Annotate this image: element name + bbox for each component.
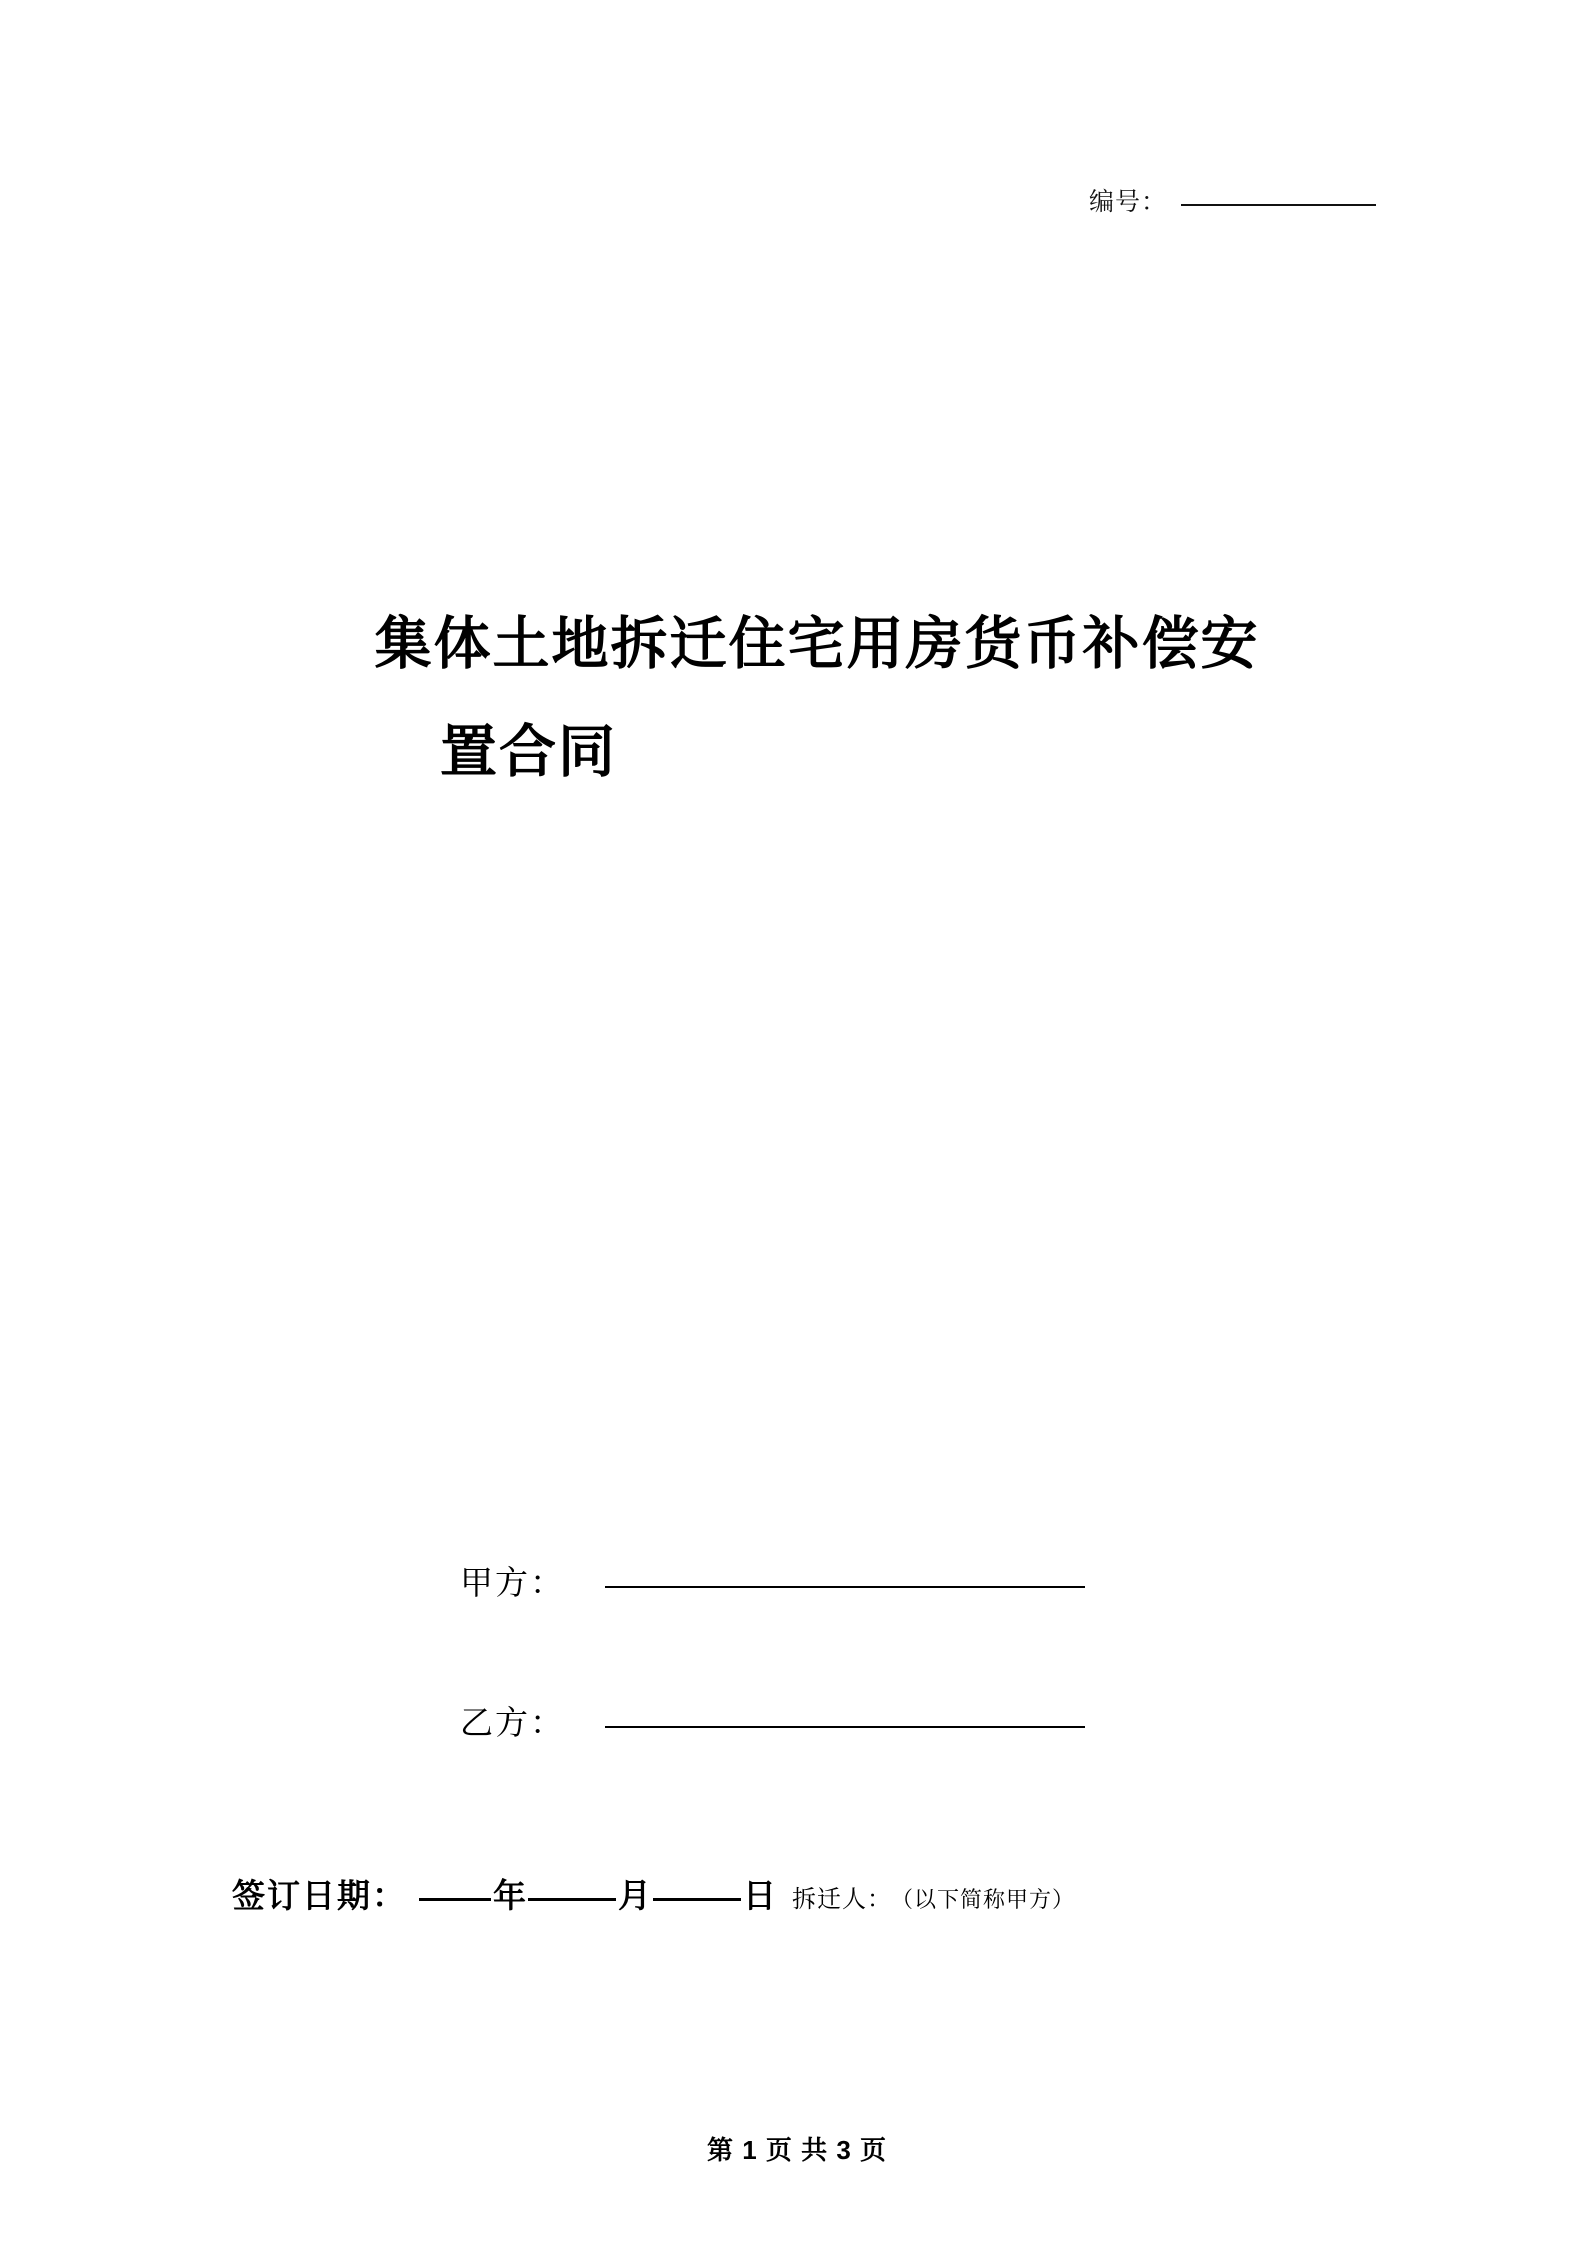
signing-year-unit: 年 bbox=[493, 1877, 526, 1914]
document-number-blank[interactable] bbox=[1181, 204, 1376, 206]
party-b-label: 乙方： bbox=[460, 1704, 565, 1741]
document-number bbox=[1089, 182, 1376, 218]
party-a-blank[interactable] bbox=[605, 1586, 1085, 1588]
document-number-label: 编号： bbox=[1088, 188, 1167, 216]
party-a-label: 甲方： bbox=[460, 1564, 565, 1601]
signing-day-unit: 日 bbox=[743, 1877, 776, 1914]
page-title-line-2: 置合同 bbox=[440, 719, 617, 785]
signing-date-label: 签订日期： bbox=[232, 1877, 407, 1914]
demolisher-label: 拆迁人： bbox=[792, 1886, 892, 1913]
signing-month-blank[interactable] bbox=[528, 1898, 616, 1901]
demolisher-note: （以下简称甲方） bbox=[902, 1887, 1076, 1912]
signing-year-blank[interactable] bbox=[419, 1898, 491, 1901]
page-title bbox=[240, 590, 1394, 806]
parties-block bbox=[460, 1560, 1085, 1840]
party-row-b bbox=[460, 1700, 1085, 1746]
party-b-blank[interactable] bbox=[605, 1726, 1085, 1728]
party-row-a bbox=[460, 1560, 1085, 1606]
page-footer: 第 1 页 共 3 页 bbox=[706, 2135, 888, 2165]
signing-day-blank[interactable] bbox=[653, 1898, 741, 1901]
signing-month-unit: 月 bbox=[618, 1877, 651, 1914]
signing-date-line bbox=[232, 1870, 1075, 1917]
page-title-line-1: 集体土地拆迁住宅用房货币补偿安 bbox=[374, 611, 1260, 677]
